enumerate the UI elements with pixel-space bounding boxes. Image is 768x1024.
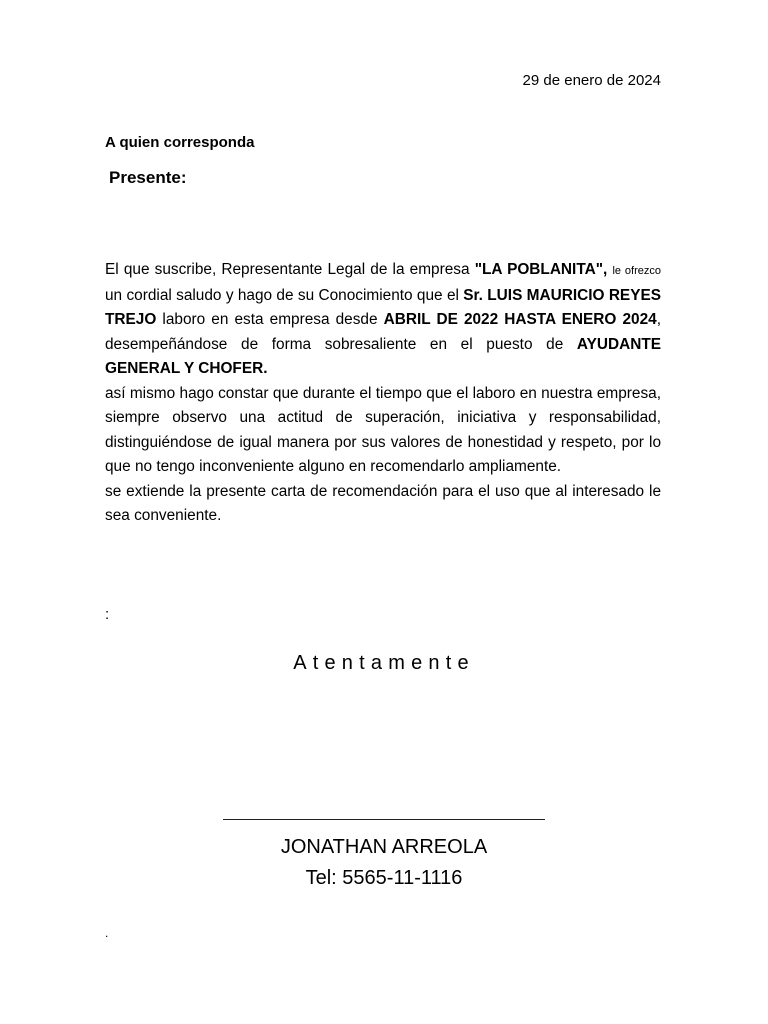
intro-text-2: un cordial saludo y hago de su Conocimiento que el (105, 286, 464, 304)
paragraph-introduction (105, 258, 661, 382)
employment-period: ABRIL DE 2022 HASTA ENERO 2024 (383, 311, 657, 328)
job-position: AYUDANTE GENERAL Y CHOFER. (105, 335, 661, 377)
dot-mark: . (105, 926, 109, 940)
recipient-line: A quien corresponda (105, 134, 255, 151)
employee-name: Sr. LUIS MAURICIO REYES TREJO (105, 286, 661, 328)
intro-small-text: le ofrezco (612, 265, 661, 277)
letter-body (105, 258, 661, 529)
signer-name: JONATHAN ARREOLA (280, 836, 488, 858)
paragraph-closing-purpose: se extiende la presente carta de recomendación para el uso que al interesado le sea conveniente. (105, 482, 661, 524)
letter-date: 29 de enero de 2024 (522, 72, 661, 89)
paragraph-recommendation: así mismo hago constar que durante el tiempo que el laboro en nuestra empresa, siempre observo una actitud de superación, iniciativa y responsabilidad, distinguiéndose de igual manera por sus valores de honestidad y respeto, por lo que no tengo inconveniente alguno en recomendarlo ampliamente. (105, 384, 661, 475)
signer-phone: Tel: 5565-11-1116 (305, 867, 463, 889)
salutation: Presente: (109, 168, 187, 187)
signature-line (223, 819, 545, 820)
colon-mark: : (105, 606, 110, 623)
intro-text: El que suscribe, Representante Legal de la empresa (105, 261, 475, 278)
closing-atentamente: Atentamente (293, 652, 475, 674)
intro-text-3: laboro en esta empresa desde (156, 311, 384, 328)
company-name: "LA POBLANITA", (474, 261, 608, 278)
intro-text-4: , desempeñándose de forma sobresaliente en el puesto de (105, 311, 661, 353)
